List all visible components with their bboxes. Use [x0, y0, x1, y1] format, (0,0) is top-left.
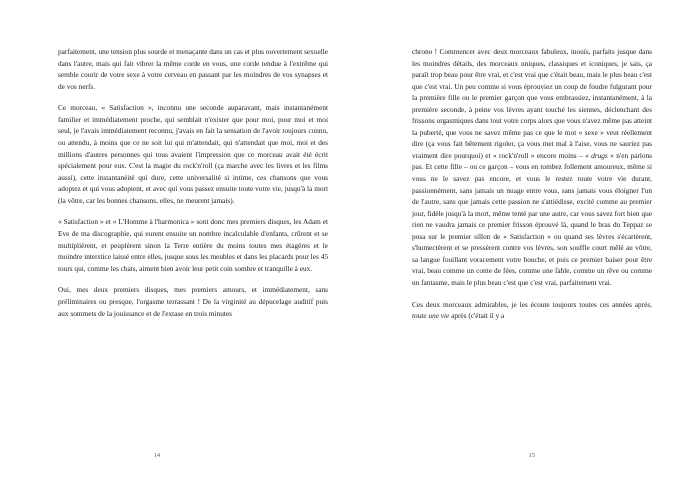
- paragraph: chrono ! Commencer avec deux morceaux fabuleux, inouïs, parfaits jusque dans les moindres détails, des morceaux uniques, classiques et iconiques, je sais, ça paraît trop beau pour être vrai, et c'est vrai que c'était beau, mais le plus beau c'est que c'est vrai. Un peu comme si vous éprouviez un coup de foudre fulgurant pour la première fille ou le premier garçon que vous embrassiez, instantanément, à la première seconde, à peine vos lèvres ayant touché les siennes, déclenchant des frissons orgasmiques dans tout votre corps alors que vous n'avez même pas atteint la puberté, que vous ne savez même pas ce que le mot « sexe » veut réellement dire (ça vous fait bêtement rigoler, ça vous met mal à l'aise, vous ne sauriez pas vraiment dire pourquoi) et « rock'n'roll » encore moins – « drugs » n'en parlons pas. Et cette fille – ou ce garçon – vous en tombez follement amoureux, même si vous ne le savez pas encore, et vous le restez toute votre vie durant, passionnément, sans jamais un nuage entre vous, sans jamais vous éloigner l'un de l'autre, sans que jamais cette passion ne s'attiédisse, excité comme au premier jour, fidèle jusqu'à la mort, même tenté par une autre, car vous savez fort bien que rien ne vaudra jamais ce premier frisson éprouvé là, quand le bras du Teppaz se posa sur le premier sillon de « Satisfaction » ou quand ses lèvres s'écartèrent, s'humectèrent et se pressèrent contre vos lèvres, son souffle court mêlé au vôtre, sa langue fouillant voracement votre bouche, et puis ce premier baiser pour être vrai, beau comme un conte de fées, comme une fable, comme un rêve ou comme un fantasme, mais le plus beau c'est que c'est vrai, parfaitement vrai.: [412, 47, 652, 287]
- paragraph: « Satisfaction » et « L'Homme à l'harmonica » sont donc mes premiers disques, les Adam et Eve de ma discographie, qui eurent ensuite un nombre incalculable d'enfants, crûrent et se multiplièrent, et peuplèrent sinon la Terre entière du moins toutes mes étagères et le moindre interstice laissé entre elles, jusque sous les meubles et dans les placards pour les 45 tours qui, comme les chats, aiment bien avoir leur petit coin sombre et tranquille à eux.: [58, 217, 328, 273]
- page-number-right: 15: [528, 453, 536, 459]
- paragraph: parfaitement, une tension plus sourde et menaçante dans un cas et plus ouvertement sexuelle dans l'autre, mais qui fait vibrer la même corde en vous, une corde tendue à l'extrême qui semble courir de votre sexe à votre cerveau en passant par les moindres de vos synapses et de vos nerfs.: [58, 47, 328, 91]
- paragraph: Ces deux morceaux admirables, je les écoute toujours toutes ces années après, toute une vie après (c'était il y a: [412, 299, 652, 321]
- page-number-left: 14: [153, 453, 161, 459]
- page-left-text-column: [58, 46, 328, 319]
- paragraph: Ce morceau, « Satisfaction », inconnu une seconde auparavant, mais instantanément familier et immédiatement proche, qui semblait n'exister que pour moi, pour moi et moi seul, je l'avais immédiatement reconnu, j'avais en fait la sensation de l'avoir toujours connu, ou attendu, à moins que ce ne soit lui qui m'attendait, qui n'attendait que moi, moi et des millions d'autres personnes qui tous avaient l'impression que ce morceau avait été écrit spécialement pour eux. C'est la magie du rock'n'roll (ça marche avec les livres et les films aussi), cette instantanéité qui dure, cette universalité si intime, ces chansons que vous adoptez et qui vous adoptent, et avec qui vous passez ensuite toute votre vie, jusqu'à la mort (la vôtre, car les bonnes chansons, elles, ne meurent jamais).: [58, 103, 328, 205]
- paragraph: Oui, mes deux premiers disques, mes premiers amours, et immédiatement, sans préliminaires ou presque, l'orgasme terrassant ! De la virginité au dépucelage auditif puis aux sommets de la jouissance et de l'extase en trois minutes: [58, 285, 328, 318]
- page-right-text-column: [412, 46, 652, 322]
- page-right: [350, 0, 700, 485]
